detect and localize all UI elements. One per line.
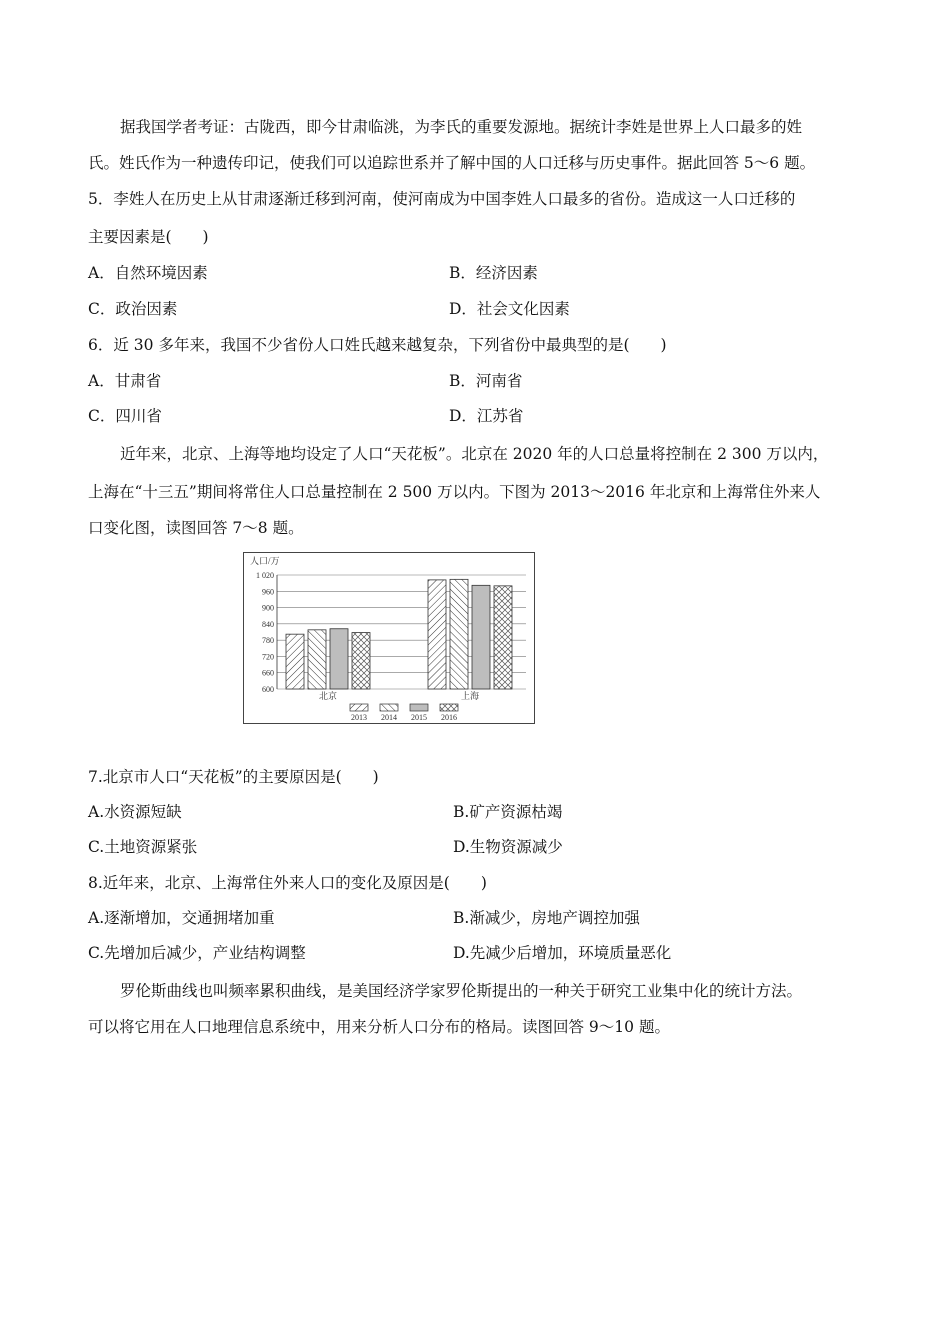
- legend-label: 2016: [441, 713, 457, 722]
- legend-swatch-2015: [410, 704, 428, 711]
- population-bar-chart: [244, 553, 534, 723]
- q6-option-c: C．四川省: [88, 407, 162, 425]
- y-tick-label: 900: [262, 603, 274, 613]
- x-category-label: 北京: [318, 691, 338, 701]
- q5-option-b: B．经济因素: [449, 264, 538, 282]
- legend-swatch-2014: [380, 704, 398, 711]
- q8-option-c: C.先增加后减少，产业结构调整: [88, 944, 306, 962]
- intro2-line1: 近年来，北京、上海等地均设定了人口“天花板”。北京在 2020 年的人口总量将控制在 2 300 万以内，: [120, 445, 829, 463]
- intro1-line2: 氏。姓氏作为一种遗传印记，使我们可以追踪世系并了解中国的人口迁移与历史事件。据此回答 5～6 题。: [88, 154, 816, 172]
- q5-stem-line2: 主要因素是( ): [88, 228, 209, 246]
- bar-上海-2015: [472, 585, 490, 689]
- bar-上海-2013: [428, 580, 446, 689]
- y-tick-label: 840: [262, 619, 274, 629]
- q7-option-b: B.矿产资源枯竭: [453, 803, 563, 821]
- y-axis-label: 人口/万: [250, 556, 280, 566]
- y-tick-label: 1 020: [256, 571, 274, 580]
- bar-北京-2014: [308, 630, 326, 689]
- q7-option-d: D.生物资源减少: [453, 838, 563, 856]
- q8-option-d: D.先减少后增加，环境质量恶化: [453, 944, 672, 962]
- y-tick-label: 600: [262, 685, 274, 694]
- intro2-line2: 上海在“十三五”期间将常住人口总量控制在 2 500 万以内。下图为 2013～2016 年北京和上海常住外来人: [88, 483, 821, 501]
- y-tick-label: 960: [262, 587, 274, 597]
- legend-label: 2013: [351, 713, 367, 722]
- x-category-label: 上海: [460, 691, 480, 701]
- intro3-line1: 罗伦斯曲线也叫频率累积曲线，是美国经济学家罗伦斯提出的一种关于研究工业集中化的统计方法。: [120, 982, 803, 1000]
- bar-北京-2015: [330, 629, 348, 689]
- q6-stem: 6．近 30 多年来，我国不少省份人口姓氏越来越复杂，下列省份中最典型的是( ): [88, 336, 667, 354]
- bar-上海-2014: [450, 579, 468, 689]
- intro3-line2: 可以将它用在人口地理信息系统中，用来分析人口分布的格局。读图回答 9～10 题。: [88, 1018, 670, 1036]
- q8-stem: 8.近年来，北京、上海常住外来人口的变化及原因是( ): [88, 874, 487, 892]
- y-tick-label: 780: [262, 636, 274, 646]
- q5-option-d: D．社会文化因素: [449, 300, 570, 318]
- legend-label: 2015: [411, 713, 427, 722]
- q7-stem: 7.北京市人口“天花板”的主要原因是( ): [88, 768, 379, 786]
- bar-北京-2013: [286, 634, 304, 689]
- q5-stem-line1: 5．李姓人在历史上从甘肃逐渐迁移到河南，使河南成为中国李姓人口最多的省份。造成这一人口迁移的: [88, 190, 796, 208]
- y-tick-label: 720: [262, 652, 274, 662]
- q6-option-d: D．江苏省: [449, 407, 524, 425]
- intro1-line1: 据我国学者考证：古陇西，即今甘肃临洮，为李氏的重要发源地。据统计李姓是世界上人口最多的姓: [120, 118, 803, 136]
- q7-option-c: C.土地资源紧张: [88, 838, 198, 856]
- legend-swatch-2016: [440, 704, 458, 711]
- bar-北京-2016: [352, 633, 370, 689]
- q6-option-b: B．河南省: [449, 372, 523, 390]
- legend-swatch-2013: [350, 704, 368, 711]
- y-tick-label: 660: [262, 668, 274, 678]
- legend-label: 2014: [381, 713, 397, 722]
- q8-option-a: A.逐渐增加，交通拥堵加重: [88, 909, 275, 927]
- q7-option-a: A.水资源短缺: [88, 803, 182, 821]
- intro2-line3: 口变化图，读图回答 7～8 题。: [88, 519, 304, 537]
- q6-option-a: A．甘肃省: [88, 372, 162, 390]
- bar-上海-2016: [494, 586, 512, 689]
- q5-option-a: A．自然环境因素: [88, 264, 208, 282]
- population-chart-frame: [243, 552, 535, 724]
- q5-option-c: C．政治因素: [88, 300, 178, 318]
- q8-option-b: B.渐减少，房地产调控加强: [453, 909, 640, 927]
